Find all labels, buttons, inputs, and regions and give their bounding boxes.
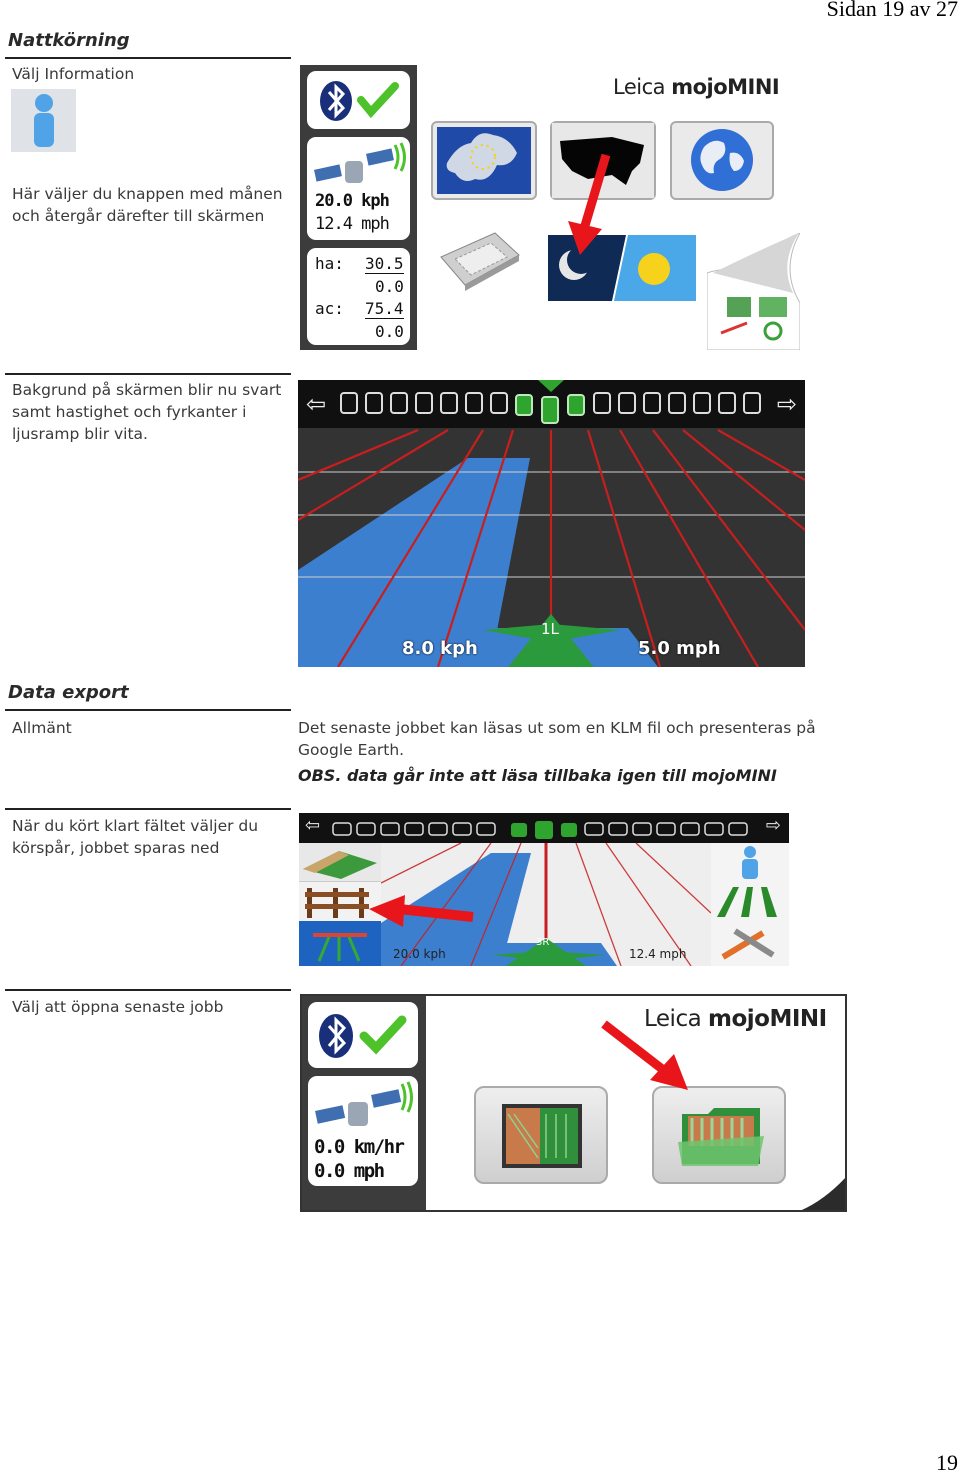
screenshot-guidance-menu: [299, 813, 789, 966]
lightbar-segment: [465, 392, 483, 414]
lightbar-segment: [415, 392, 433, 414]
center-pointer-icon: [538, 380, 564, 392]
red-arrow-icon: [562, 153, 614, 257]
section-divider: [5, 709, 291, 711]
step-text-track: När du kört klart fältet väljer du körspår, jobbet sparas ned: [12, 817, 259, 857]
tools-icon: [711, 921, 789, 966]
arrow-left-icon: ⇦: [305, 815, 321, 836]
red-arrow-icon: [600, 1020, 692, 1092]
ac-value: 75.4: [365, 299, 404, 318]
calculator-button[interactable]: [435, 227, 521, 293]
speed-right: 5.0 mph: [638, 638, 721, 659]
brand-logo: Leica mojoMINI: [644, 1006, 827, 1032]
ha-label: ha:: [315, 254, 344, 273]
information-button[interactable]: [711, 843, 789, 881]
lightbar-segment: [693, 392, 711, 414]
lightbar-segment: [743, 392, 761, 414]
speed-mph: 12.4 mph: [315, 214, 389, 234]
speed-left: 20.0 kph: [393, 947, 446, 961]
calculator-icon: [435, 227, 521, 293]
speed-right: 12.4 mph: [629, 947, 687, 961]
lightbar-segment: [668, 392, 686, 414]
section-title-export: Data export: [8, 682, 129, 703]
screenshot-night-guidance: [298, 380, 805, 667]
lightbar: [299, 813, 789, 843]
arrow-right-icon: ⇨: [765, 815, 781, 836]
open-folder-icon: [678, 1102, 764, 1170]
section-divider: [5, 808, 291, 810]
swath-marker: 3R: [536, 937, 550, 948]
lightbar-segment: [365, 392, 383, 414]
lightbar: [298, 380, 805, 428]
red-arrow-icon: [369, 895, 479, 929]
speed-card: [307, 137, 410, 240]
section-divider: [5, 57, 291, 59]
arrow-right-icon: ⇨: [776, 390, 797, 418]
page-header: Sidan 19 av 27: [826, 0, 958, 21]
pattern-icon: [711, 881, 789, 921]
lightbar-segment-active: [567, 394, 585, 416]
lightbar-segment-active: [515, 394, 533, 416]
ac-value-2: 0.0: [375, 322, 404, 341]
globe-button[interactable]: [670, 121, 774, 200]
bluetooth-status-card: [308, 1002, 418, 1068]
step-text-open-job: Välj att öppna senaste jobb: [12, 998, 224, 1016]
europe-map-icon: [433, 123, 535, 198]
lightbar-segment: [593, 392, 611, 414]
lightbar-segment: [618, 392, 636, 414]
speed-card: [308, 1076, 418, 1186]
swath-marker: 1L: [541, 620, 559, 638]
general-label: Allmänt: [12, 719, 72, 737]
lightbar-segment: [440, 392, 458, 414]
speed-kph: 20.0 kph: [315, 191, 389, 211]
field-view-button[interactable]: [299, 843, 381, 881]
ac-label: ac:: [315, 299, 344, 318]
field-icon: [299, 843, 381, 881]
open-last-job-button[interactable]: [652, 1086, 786, 1184]
field-map-icon: [502, 1104, 582, 1168]
section-title-night: Nattkörning: [8, 30, 130, 51]
satellite-icon: [312, 1080, 414, 1130]
lightbar-segment: [643, 392, 661, 414]
speed-mph: 0.0 mph: [314, 1160, 384, 1182]
page-number: 19: [936, 1450, 958, 1475]
lightbar-segment: [390, 392, 408, 414]
settings-tools-button[interactable]: [711, 921, 789, 966]
screenshot-job-menu: [300, 994, 847, 1212]
guidance-pattern-button[interactable]: [711, 881, 789, 921]
step-label-information: Välj Information: [12, 65, 135, 83]
bluetooth-icon: [317, 80, 405, 122]
globe-icon: [672, 123, 772, 198]
speed-left: 8.0 kph: [402, 638, 478, 659]
bluetooth-status-card: [307, 71, 410, 129]
general-text: Det senaste jobbet kan läsas ut som en KLM fil och presenteras på Google Earth.: [298, 719, 816, 759]
section-divider: [5, 373, 291, 375]
screenshot-settings-menu: [300, 65, 800, 350]
information-icon[interactable]: [11, 89, 76, 152]
arrow-left-icon: ⇦: [306, 390, 327, 418]
lightbar-segment: [718, 392, 736, 414]
step-text-moon: Här väljer du knappen med månen och återgår därefter till skärmen: [12, 185, 283, 225]
new-job-button[interactable]: [474, 1086, 608, 1184]
lightbar-center-segment: [541, 396, 559, 424]
brand-logo: Leica mojoMINI: [613, 75, 780, 99]
europe-map-button[interactable]: [431, 121, 537, 200]
ha-value-2: 0.0: [375, 277, 404, 296]
page-curl-icon: [797, 1172, 847, 1212]
speed-kmh: 0.0 km/hr: [314, 1136, 404, 1158]
area-card: [307, 248, 410, 345]
lightbar-segment: [490, 392, 508, 414]
page-curl-icon[interactable]: [707, 233, 800, 350]
obs-warning: OBS. data går inte att läsa tillbaka igen till mojoMINI: [298, 766, 777, 785]
bluetooth-icon: [316, 1012, 412, 1060]
lightbar-segment: [340, 392, 358, 414]
satellite-icon: [311, 141, 407, 187]
step-text-background: Bakgrund på skärmen blir nu svart samt hastighet och fyrkanter i ljusramp blir vita.: [12, 381, 282, 443]
section-divider: [5, 989, 291, 991]
ha-value: 30.5: [365, 254, 404, 273]
information-icon: [711, 843, 789, 881]
